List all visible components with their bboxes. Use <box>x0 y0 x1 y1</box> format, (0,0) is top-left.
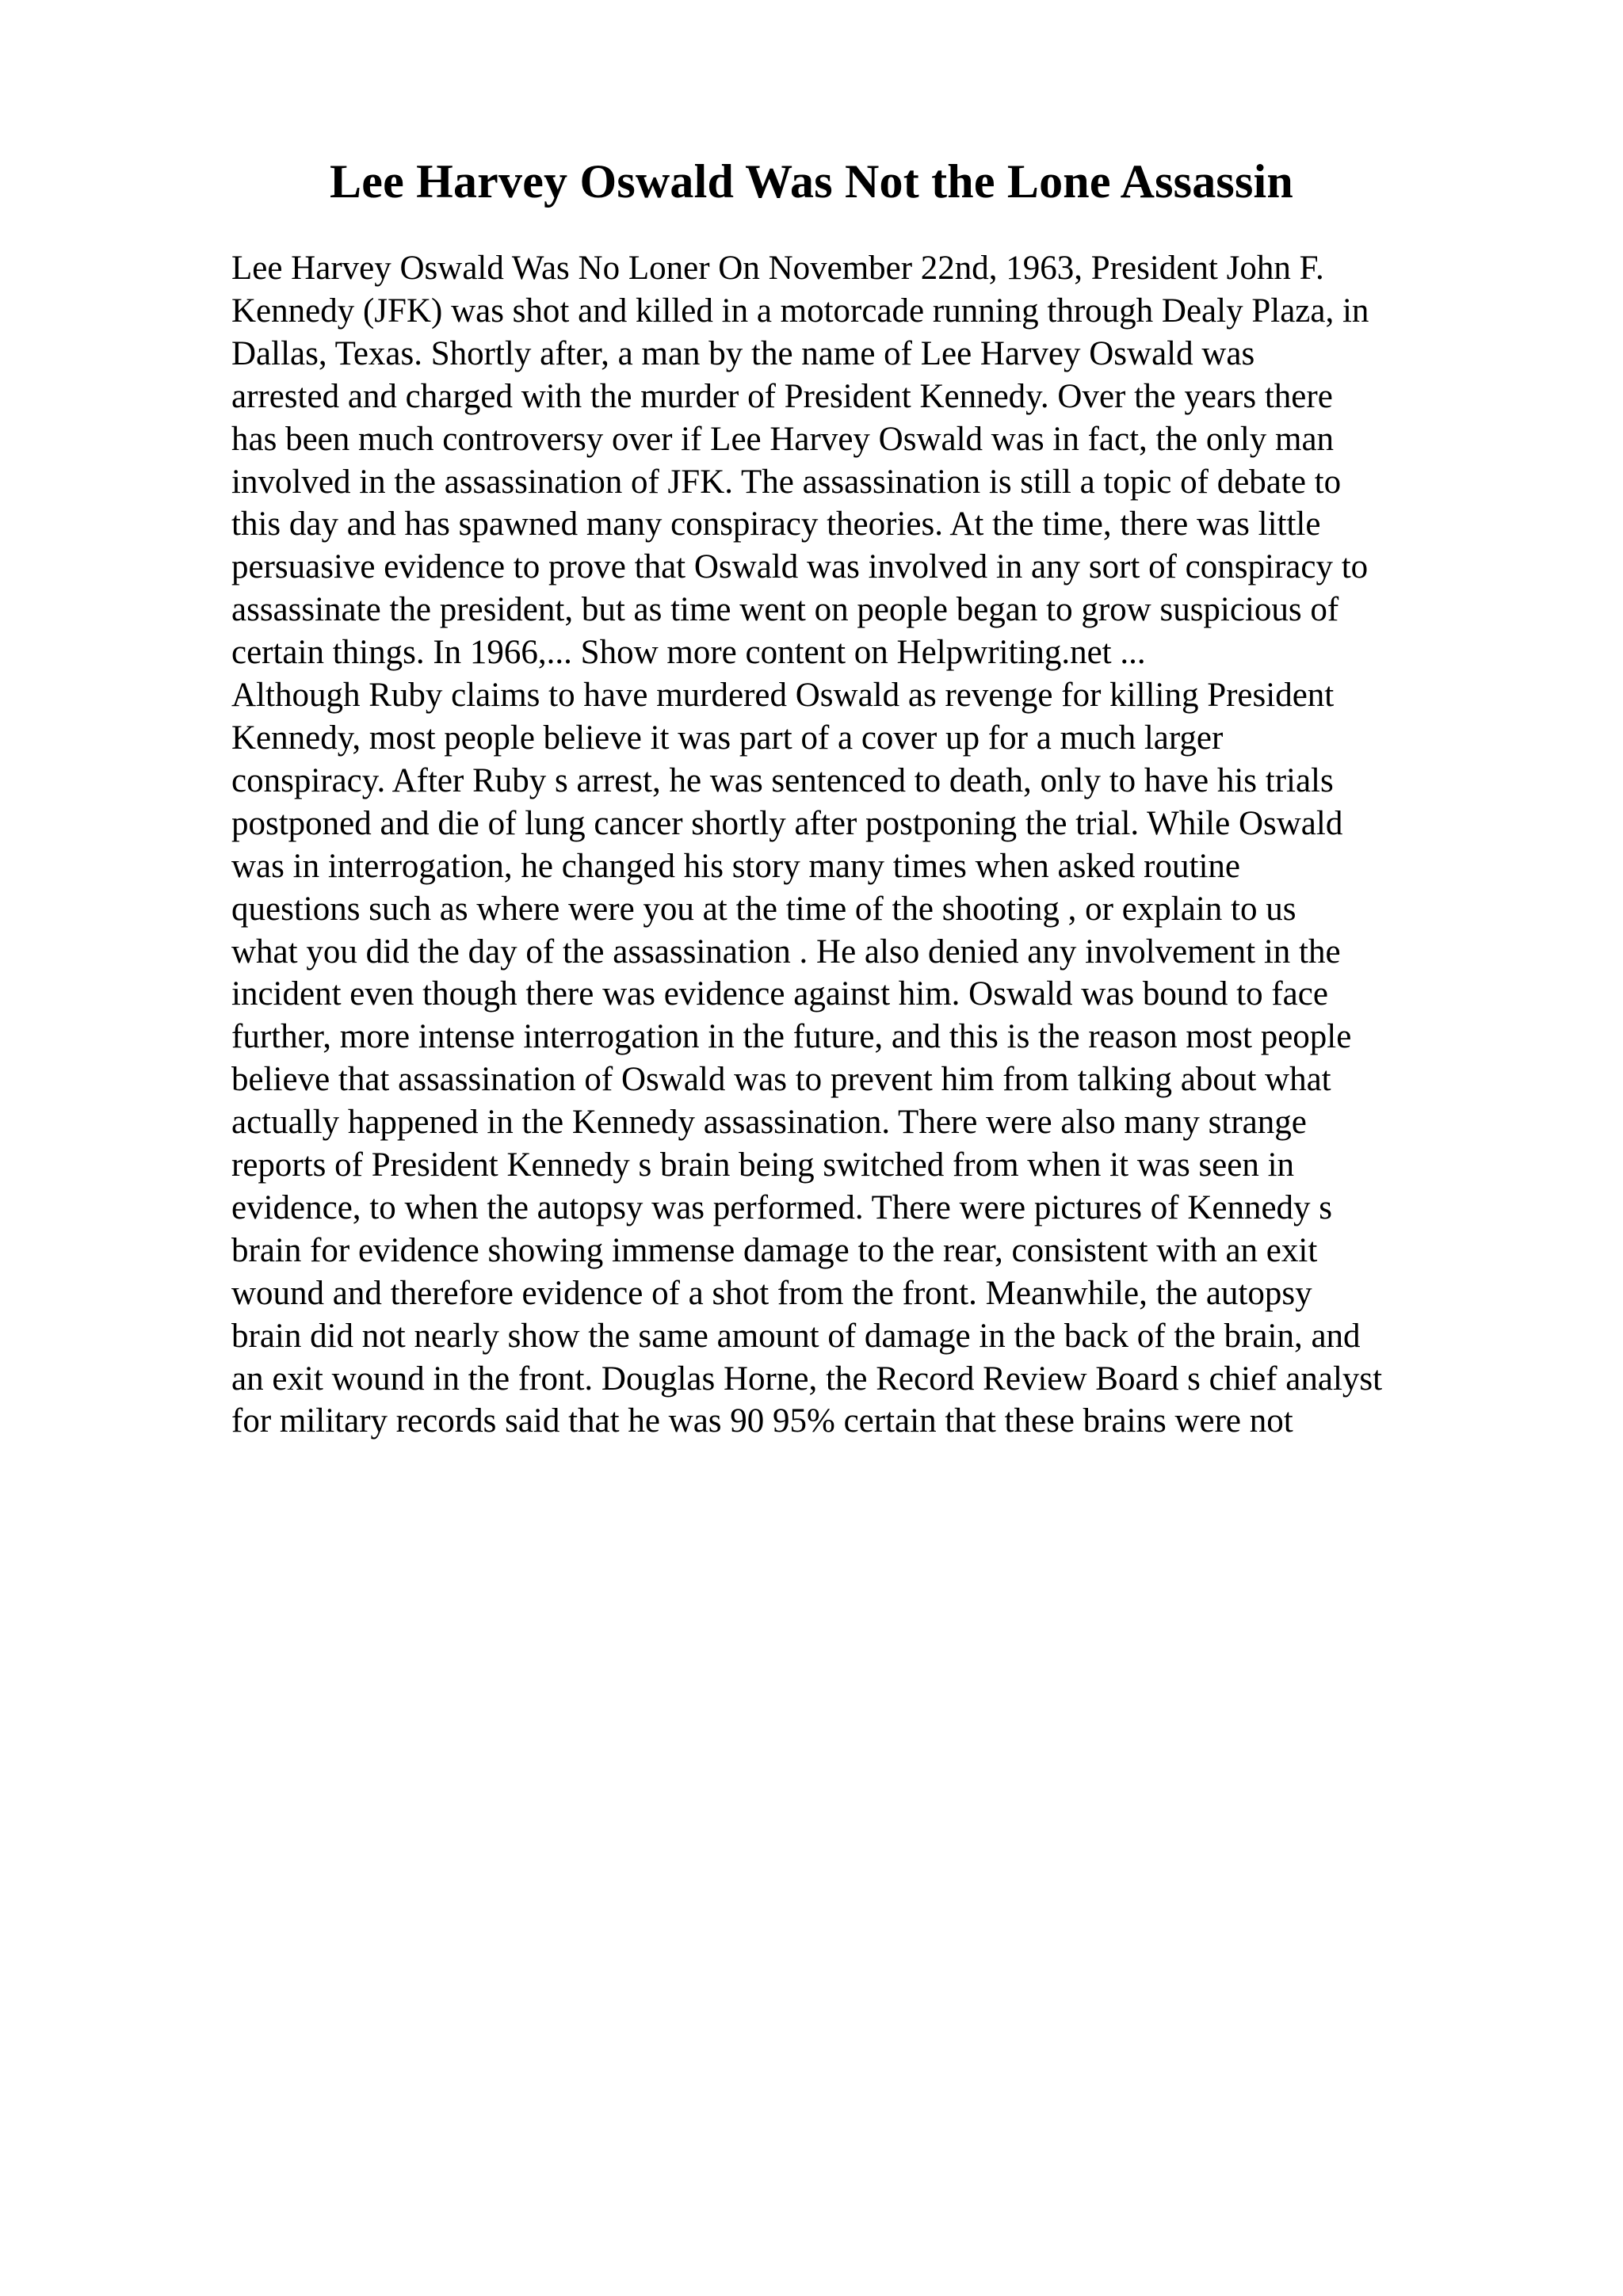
body-line: Dallas, Texas. Shortly after, a man by the name of Lee Harvey Oswald was <box>231 334 1255 372</box>
body-line: Kennedy (JFK) was shot and killed in a motorcade running through Dealy Plaza, in <box>231 292 1369 330</box>
body-line: brain for evidence showing immense damage to the rear, consistent with an exit <box>231 1231 1318 1269</box>
body-line: certain things. In 1966,... Show more content on Helpwriting.net ... <box>231 634 1146 672</box>
body-line: believe that assassination of Oswald was to prevent him from talking about what <box>231 1061 1331 1099</box>
body-line: evidence, to when the autopsy was performed. There were pictures of Kennedy s <box>231 1188 1333 1226</box>
body-line: for military records said that he was 90 95% certain that these brains were not <box>231 1402 1293 1440</box>
body-line: assassinate the president, but as time went on people began to grow suspicious of <box>231 591 1339 629</box>
body-line: what you did the day of the assassination . He also denied any involvement in the <box>231 933 1341 971</box>
body-line: was in interrogation, he changed his story many times when asked routine <box>231 847 1240 885</box>
body-line: this day and has spawned many conspiracy theories. At the time, there was little <box>231 505 1321 543</box>
body-line: conspiracy. After Ruby s arrest, he was sentenced to death, only to have his trials <box>231 761 1334 799</box>
body-line: reports of President Kennedy s brain being switched from when it was seen in <box>231 1146 1295 1184</box>
body-line: incident even though there was evidence against him. Oswald was bound to face <box>231 975 1328 1013</box>
body-line: postponed and die of lung cancer shortly after postponing the trial. While Oswald <box>231 804 1343 842</box>
body-line: an exit wound in the front. Douglas Horne, the Record Review Board s chief analyst <box>231 1360 1383 1398</box>
body-line: has been much controversy over if Lee Harvey Oswald was in fact, the only man <box>231 420 1335 458</box>
body-line: actually happened in the Kennedy assassination. There were also many strange <box>231 1104 1307 1142</box>
body-line: persuasive evidence to prove that Oswald was involved in any sort of conspiracy to <box>231 548 1369 586</box>
body-line: brain did not nearly show the same amount of damage in the back of the brain, and <box>231 1317 1361 1355</box>
body-line: further, more intense interrogation in the future, and this is the reason most people <box>231 1018 1352 1056</box>
body-line: Lee Harvey Oswald Was No Loner On November 22nd, 1963, President John F. <box>231 250 1324 287</box>
body-line: wound and therefore evidence of a shot from the front. Meanwhile, the autopsy <box>231 1274 1312 1312</box>
body-line: questions such as where were you at the time of the shooting , or explain to us <box>231 890 1296 928</box>
body-line: arrested and charged with the murder of President Kennedy. Over the years there <box>231 377 1333 415</box>
document-body <box>231 247 1496 1443</box>
body-line: involved in the assassination of JFK. The assassination is still a topic of debate to <box>231 463 1342 501</box>
body-line: Although Ruby claims to have murdered Oswald as revenge for killing President <box>231 677 1335 715</box>
document-title: Lee Harvey Oswald Was Not the Lone Assassin <box>330 155 1293 208</box>
body-line: Kennedy, most people believe it was part of a cover up for a much larger <box>231 719 1224 757</box>
